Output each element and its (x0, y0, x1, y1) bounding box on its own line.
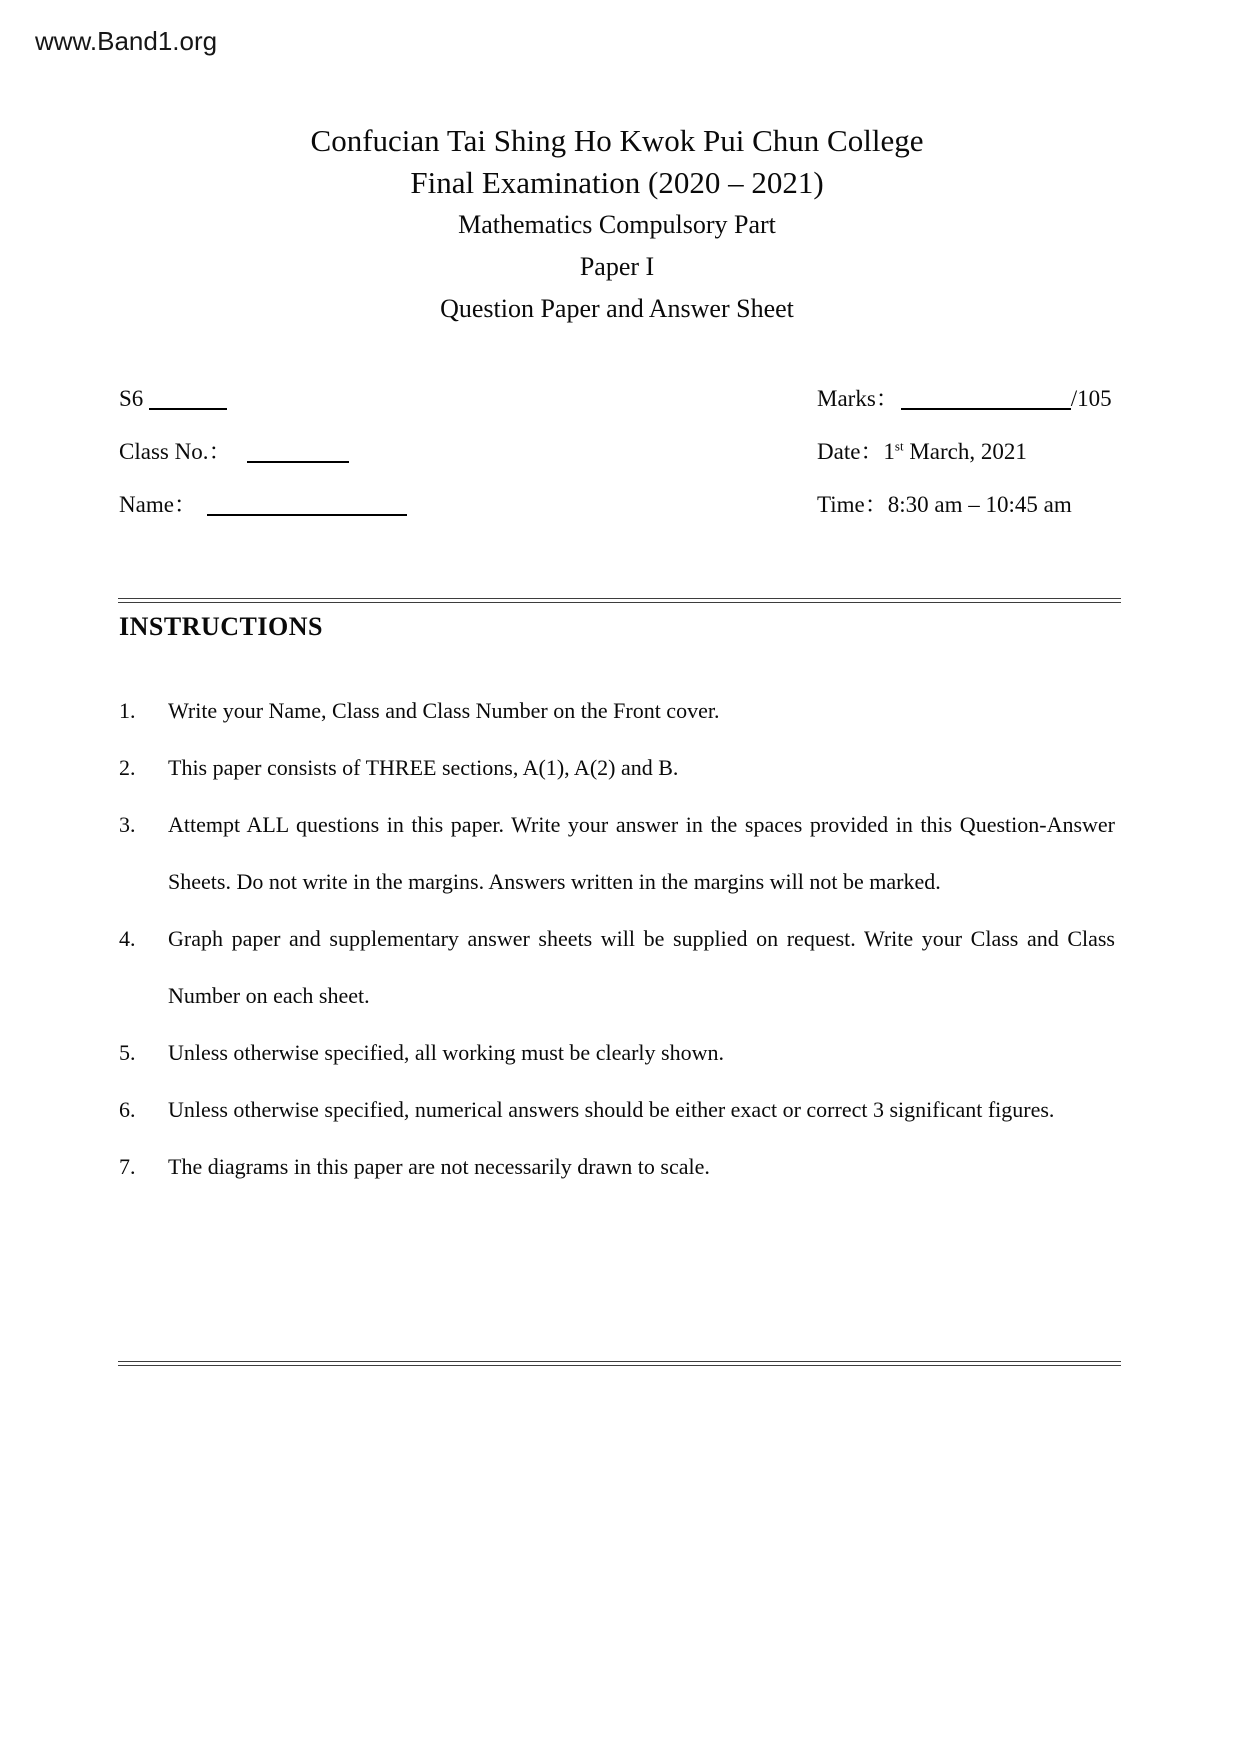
date-label: Date： (817, 439, 884, 464)
item-text: Attempt ALL questions in this paper. Write your answer in the spaces provided in this Question-Answer Sheets. Do not write in the margins. Answers written in the margins will not be marked. (168, 812, 1115, 894)
title-block (119, 120, 1115, 330)
instructions-list (119, 682, 1115, 1195)
list-item (119, 1081, 1115, 1138)
exam-title: Final Examination (2020 – 2021) (410, 165, 824, 200)
item-number: 1. (119, 698, 136, 723)
paper-number: Paper I (579, 252, 655, 281)
item-text: Graph paper and supplementary answer sheets will be supplied on request. Write your Class and Class Number on each sheet. (168, 926, 1115, 1008)
time-field (817, 478, 1072, 531)
list-item (119, 796, 1115, 910)
instructions-heading: INSTRUCTIONS (119, 612, 323, 641)
list-item (119, 910, 1115, 1024)
item-number: 7. (119, 1154, 136, 1179)
time-value: 8:30 am – 10:45 am (887, 492, 1072, 517)
subject-title: Mathematics Compulsory Part (458, 210, 776, 239)
form-row-1 (119, 372, 1119, 425)
marks-blank (901, 404, 1071, 410)
name-blank (207, 510, 407, 516)
sheet-type: Question Paper and Answer Sheet (440, 294, 794, 323)
class-prefix-label: S6 (119, 386, 144, 411)
form-row-3 (119, 478, 1119, 531)
marks-total: /105 (1070, 386, 1112, 411)
list-item (119, 1024, 1115, 1081)
class-no-blank (247, 457, 349, 463)
date-field (817, 425, 1027, 478)
item-number: 2. (119, 755, 136, 780)
item-number: 4. (119, 926, 136, 951)
list-item (119, 739, 1115, 796)
date-rest: March, 2021 (903, 439, 1027, 464)
candidate-info-form (119, 372, 1119, 531)
item-text: Unless otherwise specified, numerical answers should be either exact or correct 3 significant figures. (168, 1097, 1055, 1122)
form-row-2 (119, 425, 1119, 478)
date-ordinal: st (894, 438, 904, 454)
class-no-label: Class No.： (119, 439, 232, 464)
item-number: 3. (119, 812, 136, 837)
item-number: 6. (119, 1097, 136, 1122)
school-name: Confucian Tai Shing Ho Kwok Pui Chun College (310, 123, 924, 158)
time-label: Time： (817, 492, 888, 517)
top-divider (118, 598, 1121, 603)
item-text: This paper consists of THREE sections, A(1), A(2) and B. (168, 755, 679, 780)
name-label: Name： (119, 492, 197, 517)
watermark-url: www.Band1.org (35, 26, 218, 56)
bottom-divider (118, 1361, 1121, 1366)
item-text: Write your Name, Class and Class Number on the Front cover. (168, 698, 720, 723)
list-item (119, 682, 1115, 739)
marks-field (817, 372, 1112, 425)
date-day: 1 (883, 439, 895, 464)
item-text: The diagrams in this paper are not necessarily drawn to scale. (168, 1154, 710, 1179)
marks-label: Marks： (817, 386, 899, 411)
class-blank (149, 404, 227, 410)
list-item (119, 1138, 1115, 1195)
item-number: 5. (119, 1040, 136, 1065)
item-text: Unless otherwise specified, all working must be clearly shown. (168, 1040, 724, 1065)
